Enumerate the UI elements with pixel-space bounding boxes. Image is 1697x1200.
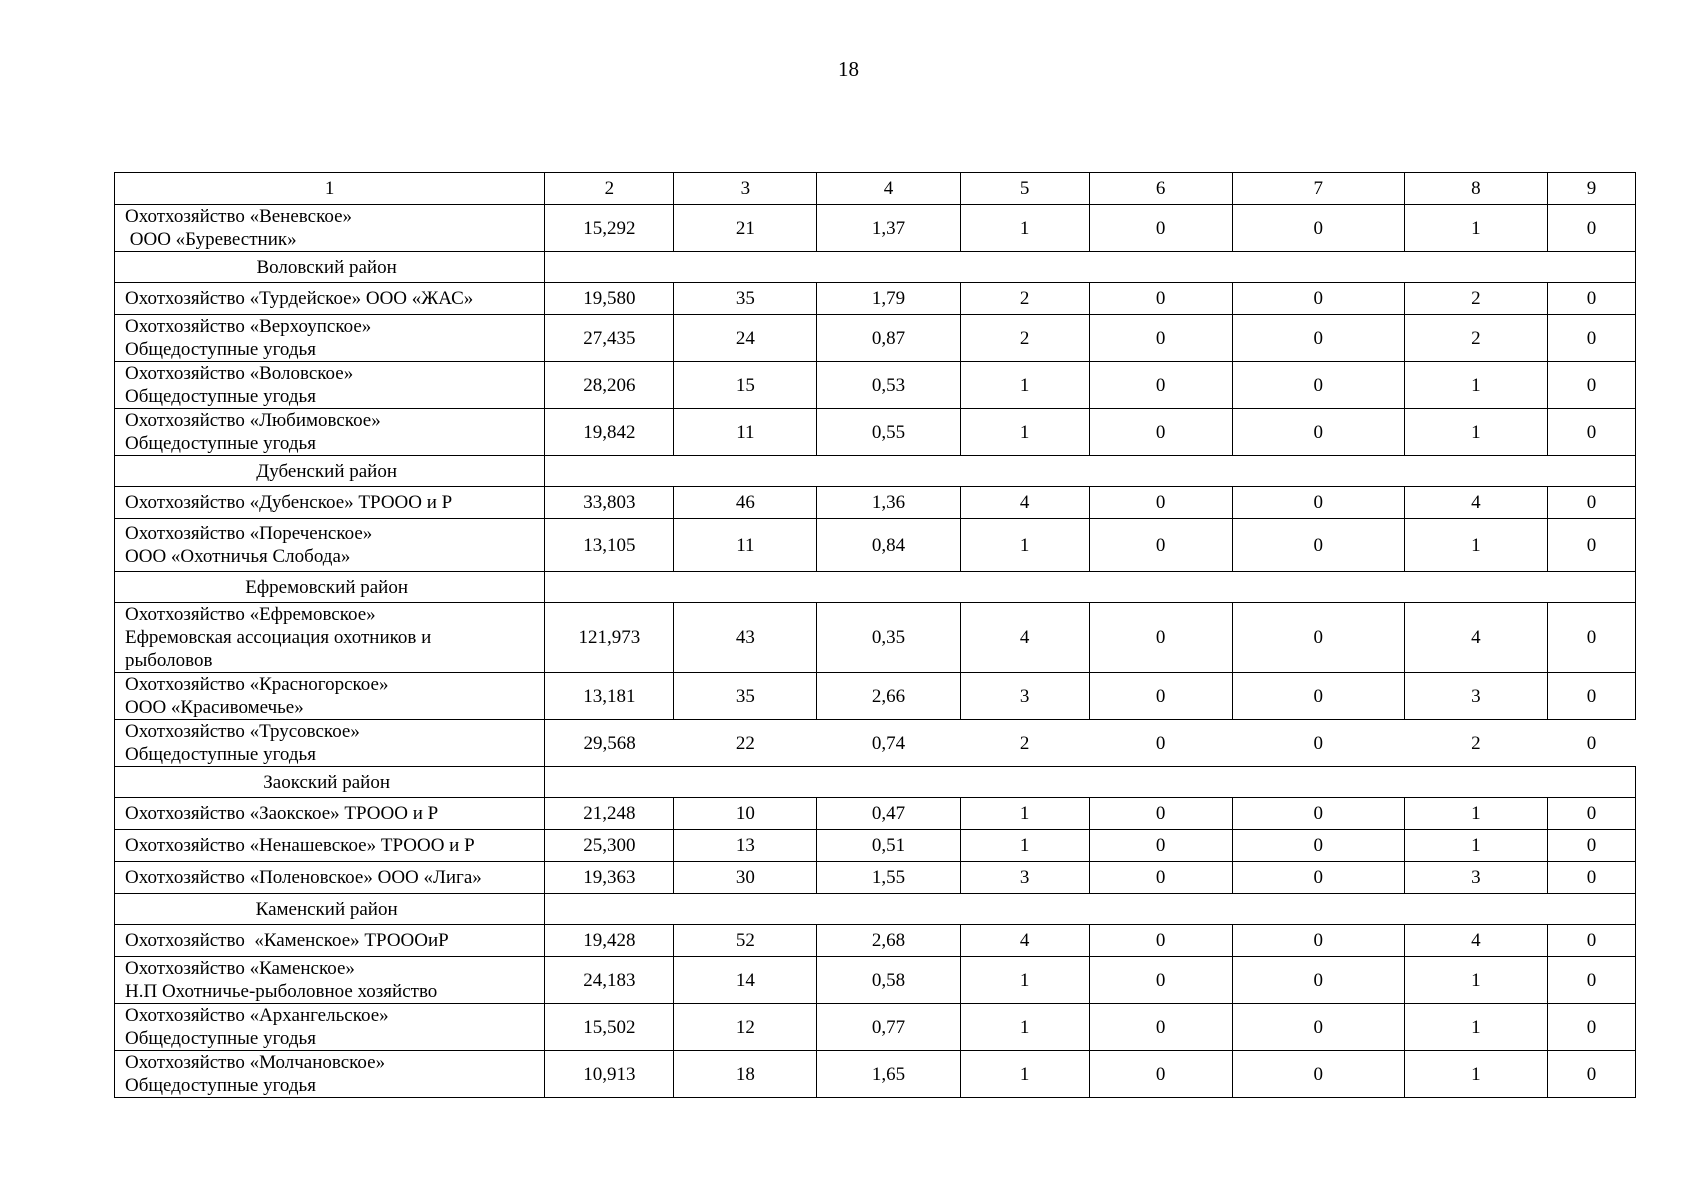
name-line: Общедоступные угодья	[125, 386, 316, 407]
value-cell: 0	[1089, 925, 1232, 957]
value-cell: 0	[1232, 315, 1404, 362]
name-line: Охотхозяйство «Веневское»	[125, 206, 352, 227]
value-cell: 0	[1089, 362, 1232, 409]
value-cell: 0	[1089, 315, 1232, 362]
value-cell: 1	[960, 1051, 1089, 1098]
table-row	[115, 673, 1636, 720]
value-cell: 0	[1089, 720, 1232, 767]
value-cell: 13,181	[545, 673, 674, 720]
value-cell: 1	[1404, 1004, 1547, 1051]
value-cell: 21	[674, 205, 817, 252]
hunting-ground-name	[115, 925, 545, 957]
value-cell: 15,292	[545, 205, 674, 252]
value-cell: 19,842	[545, 409, 674, 456]
value-cell: 3	[960, 862, 1089, 894]
district-name: Каменский район	[115, 894, 545, 925]
value-cell: 0	[1089, 205, 1232, 252]
value-cell: 0,58	[817, 957, 960, 1004]
value-cell: 0	[1547, 862, 1635, 894]
name-line: Охотхозяйство «Турдейское» ООО «ЖАС»	[125, 288, 474, 309]
name-line: Н.П Охотничье-рыболовное хозяйство	[125, 981, 438, 1002]
value-cell: 0,87	[817, 315, 960, 362]
name-line: Охотхозяйство «Верхоупское»	[125, 316, 372, 337]
value-cell: 43	[674, 603, 817, 673]
name-line: Охотхозяйство «Заокское» ТРООО и Р	[125, 803, 439, 824]
district-empty-cell	[545, 252, 1636, 283]
value-cell: 0	[1089, 487, 1232, 519]
value-cell: 1	[1404, 957, 1547, 1004]
district-row	[115, 456, 1636, 487]
table-row	[115, 957, 1636, 1004]
name-line: Охотхозяйство «Воловское»	[125, 363, 354, 384]
value-cell: 2	[960, 315, 1089, 362]
value-cell: 19,363	[545, 862, 674, 894]
table-row	[115, 409, 1636, 456]
value-cell: 0	[1232, 409, 1404, 456]
hunting-ground-name	[115, 957, 545, 1004]
name-line: Общедоступные угодья	[125, 1028, 316, 1049]
table-row	[115, 315, 1636, 362]
value-cell: 2	[1404, 283, 1547, 315]
name-line: Общедоступные угодья	[125, 744, 316, 765]
value-cell: 0	[1232, 925, 1404, 957]
column-number-cell: 3	[674, 173, 817, 205]
name-line: Охотхозяйство «Каменское» ТРОООиР	[125, 930, 449, 951]
hunting-ground-name	[115, 409, 545, 456]
district-name: Ефремовский район	[115, 572, 545, 603]
table-row	[115, 519, 1636, 572]
column-number-cell: 8	[1404, 173, 1547, 205]
value-cell: 19,428	[545, 925, 674, 957]
table-row	[115, 362, 1636, 409]
value-cell: 1	[1404, 362, 1547, 409]
district-empty-cell	[545, 572, 1636, 603]
value-cell: 0	[1547, 1004, 1635, 1051]
value-cell: 0	[1547, 409, 1635, 456]
value-cell: 52	[674, 925, 817, 957]
table-row	[115, 1004, 1636, 1051]
value-cell: 0	[1547, 519, 1635, 572]
value-cell: 0	[1232, 957, 1404, 1004]
column-number-cell: 9	[1547, 173, 1635, 205]
value-cell: 30	[674, 862, 817, 894]
value-cell: 0,51	[817, 830, 960, 862]
value-cell: 3	[960, 673, 1089, 720]
district-name: Воловский район	[115, 252, 545, 283]
value-cell: 15,502	[545, 1004, 674, 1051]
name-line: Охотхозяйство «Ефремовское»	[125, 604, 376, 625]
value-cell: 0	[1547, 362, 1635, 409]
hunting-ground-name	[115, 519, 545, 572]
value-cell: 0	[1089, 1051, 1232, 1098]
value-cell: 0	[1089, 519, 1232, 572]
name-line: Охотхозяйство «Трусовское»	[125, 721, 360, 742]
value-cell: 0	[1547, 315, 1635, 362]
value-cell: 1	[960, 205, 1089, 252]
hunting-ground-name	[115, 862, 545, 894]
value-cell: 0	[1089, 603, 1232, 673]
value-cell: 0	[1089, 1004, 1232, 1051]
value-cell: 4	[960, 603, 1089, 673]
name-line: Общедоступные угодья	[125, 339, 316, 360]
value-cell: 28,206	[545, 362, 674, 409]
value-cell: 1,79	[817, 283, 960, 315]
value-cell: 0	[1232, 830, 1404, 862]
table-row	[115, 925, 1636, 957]
name-line: Общедоступные угодья	[125, 433, 316, 454]
value-cell: 27,435	[545, 315, 674, 362]
value-cell: 1	[960, 519, 1089, 572]
value-cell: 0	[1089, 673, 1232, 720]
value-cell: 1	[960, 798, 1089, 830]
value-cell: 4	[960, 925, 1089, 957]
value-cell: 15	[674, 362, 817, 409]
value-cell: 0	[1089, 798, 1232, 830]
value-cell: 0	[1089, 862, 1232, 894]
value-cell: 22	[674, 720, 817, 767]
value-cell: 0	[1547, 720, 1635, 767]
name-line: Общедоступные угодья	[125, 1075, 316, 1096]
value-cell: 1	[960, 1004, 1089, 1051]
name-line: Охотхозяйство «Пореченское»	[125, 523, 373, 544]
name-line: ООО «Буревестник»	[125, 229, 297, 250]
hunting-ground-name	[115, 205, 545, 252]
value-cell: 0	[1547, 1051, 1635, 1098]
value-cell: 10,913	[545, 1051, 674, 1098]
value-cell: 13	[674, 830, 817, 862]
district-name: Заокский район	[115, 767, 545, 798]
value-cell: 24	[674, 315, 817, 362]
hunting-ground-name	[115, 283, 545, 315]
value-cell: 10	[674, 798, 817, 830]
value-cell: 0	[1547, 925, 1635, 957]
district-row	[115, 767, 1636, 798]
table-row	[115, 487, 1636, 519]
table-row	[115, 862, 1636, 894]
value-cell: 1	[1404, 519, 1547, 572]
district-name: Дубенский район	[115, 456, 545, 487]
value-cell: 29,568	[545, 720, 674, 767]
value-cell: 0	[1547, 830, 1635, 862]
value-cell: 0,55	[817, 409, 960, 456]
name-line: Охотхозяйство «Молчановское»	[125, 1052, 386, 1073]
name-line: Охотхозяйство «Архангельское»	[125, 1005, 389, 1026]
value-cell: 13,105	[545, 519, 674, 572]
hunting-ground-name	[115, 673, 545, 720]
value-cell: 11	[674, 409, 817, 456]
value-cell: 0	[1547, 798, 1635, 830]
value-cell: 35	[674, 283, 817, 315]
value-cell: 0	[1232, 205, 1404, 252]
name-line: Охотхозяйство «Любимовское»	[125, 410, 381, 431]
value-cell: 0	[1232, 1051, 1404, 1098]
table-row	[115, 283, 1636, 315]
name-line: Ефремовская ассоциация охотников и	[125, 627, 432, 648]
value-cell: 1	[960, 409, 1089, 456]
value-cell: 3	[1404, 862, 1547, 894]
value-cell: 11	[674, 519, 817, 572]
value-cell: 2	[960, 720, 1089, 767]
hunting-ground-name	[115, 1051, 545, 1098]
value-cell: 0	[1232, 519, 1404, 572]
name-line: рыболовов	[125, 650, 213, 671]
value-cell: 1	[1404, 205, 1547, 252]
value-cell: 0	[1232, 798, 1404, 830]
value-cell: 121,973	[545, 603, 674, 673]
value-cell: 0	[1089, 830, 1232, 862]
value-cell: 2	[1404, 720, 1547, 767]
value-cell: 1	[1404, 830, 1547, 862]
value-cell: 0	[1232, 720, 1404, 767]
value-cell: 46	[674, 487, 817, 519]
value-cell: 25,300	[545, 830, 674, 862]
table-row	[115, 603, 1636, 673]
column-number-row	[115, 173, 1636, 205]
value-cell: 0,77	[817, 1004, 960, 1051]
value-cell: 0,35	[817, 603, 960, 673]
value-cell: 0	[1089, 957, 1232, 1004]
name-line: Охотхозяйство «Дубенское» ТРООО и Р	[125, 492, 453, 513]
value-cell: 4	[1404, 487, 1547, 519]
district-row	[115, 572, 1636, 603]
table-row	[115, 798, 1636, 830]
value-cell: 2,66	[817, 673, 960, 720]
value-cell: 0	[1547, 603, 1635, 673]
value-cell: 1	[1404, 1051, 1547, 1098]
value-cell: 4	[960, 487, 1089, 519]
value-cell: 1,55	[817, 862, 960, 894]
value-cell: 0	[1232, 1004, 1404, 1051]
value-cell: 12	[674, 1004, 817, 1051]
value-cell: 0,47	[817, 798, 960, 830]
name-line: Охотхозяйство «Красногорское»	[125, 674, 389, 695]
table-row	[115, 830, 1636, 862]
table-row	[115, 1051, 1636, 1098]
value-cell: 0,74	[817, 720, 960, 767]
value-cell: 0	[1547, 673, 1635, 720]
value-cell: 0	[1547, 957, 1635, 1004]
value-cell: 1,36	[817, 487, 960, 519]
value-cell: 0	[1547, 487, 1635, 519]
value-cell: 19,580	[545, 283, 674, 315]
value-cell: 18	[674, 1051, 817, 1098]
value-cell: 0	[1232, 862, 1404, 894]
value-cell: 0,84	[817, 519, 960, 572]
district-row	[115, 894, 1636, 925]
value-cell: 1,37	[817, 205, 960, 252]
district-empty-cell	[545, 456, 1636, 487]
value-cell: 4	[1404, 603, 1547, 673]
value-cell: 1	[960, 957, 1089, 1004]
value-cell: 35	[674, 673, 817, 720]
value-cell: 0,53	[817, 362, 960, 409]
value-cell: 2	[960, 283, 1089, 315]
hunting-ground-name	[115, 1004, 545, 1051]
table-row	[115, 720, 1636, 767]
value-cell: 0	[1089, 283, 1232, 315]
name-line: ООО «Красивомечье»	[125, 697, 304, 718]
hunting-ground-name	[115, 315, 545, 362]
hunting-ground-name	[115, 798, 545, 830]
name-line: Охотхозяйство «Поленовское» ООО «Лига»	[125, 867, 482, 888]
name-line: Охотхозяйство «Каменское»	[125, 958, 355, 979]
page-number: 18	[838, 57, 859, 81]
value-cell: 0	[1547, 283, 1635, 315]
value-cell: 0	[1089, 409, 1232, 456]
name-line: Охотхозяйство «Ненашевское» ТРООО и Р	[125, 835, 475, 856]
column-number-cell: 1	[115, 173, 545, 205]
column-number-cell: 2	[545, 173, 674, 205]
hunting-ground-name	[115, 603, 545, 673]
value-cell: 21,248	[545, 798, 674, 830]
value-cell: 4	[1404, 925, 1547, 957]
hunting-grounds-table	[114, 172, 1636, 1098]
district-empty-cell	[545, 767, 1636, 798]
value-cell: 1	[1404, 409, 1547, 456]
column-number-cell: 6	[1089, 173, 1232, 205]
hunting-ground-name	[115, 362, 545, 409]
column-number-cell: 5	[960, 173, 1089, 205]
column-number-cell: 7	[1232, 173, 1404, 205]
hunting-ground-name	[115, 720, 545, 767]
value-cell: 1	[960, 362, 1089, 409]
value-cell: 1	[1404, 798, 1547, 830]
value-cell: 0	[1232, 487, 1404, 519]
value-cell: 0	[1232, 673, 1404, 720]
value-cell: 24,183	[545, 957, 674, 1004]
value-cell: 3	[1404, 673, 1547, 720]
hunting-ground-name	[115, 487, 545, 519]
value-cell: 0	[1232, 362, 1404, 409]
column-number-cell: 4	[817, 173, 960, 205]
value-cell: 33,803	[545, 487, 674, 519]
table-row	[115, 205, 1636, 252]
value-cell: 1,65	[817, 1051, 960, 1098]
district-row	[115, 252, 1636, 283]
value-cell: 2,68	[817, 925, 960, 957]
value-cell: 2	[1404, 315, 1547, 362]
value-cell: 0	[1547, 205, 1635, 252]
value-cell: 14	[674, 957, 817, 1004]
hunting-ground-name	[115, 830, 545, 862]
district-empty-cell	[545, 894, 1636, 925]
name-line: ООО «Охотничья Слобода»	[125, 546, 351, 567]
value-cell: 0	[1232, 603, 1404, 673]
value-cell: 1	[960, 830, 1089, 862]
value-cell: 0	[1232, 283, 1404, 315]
